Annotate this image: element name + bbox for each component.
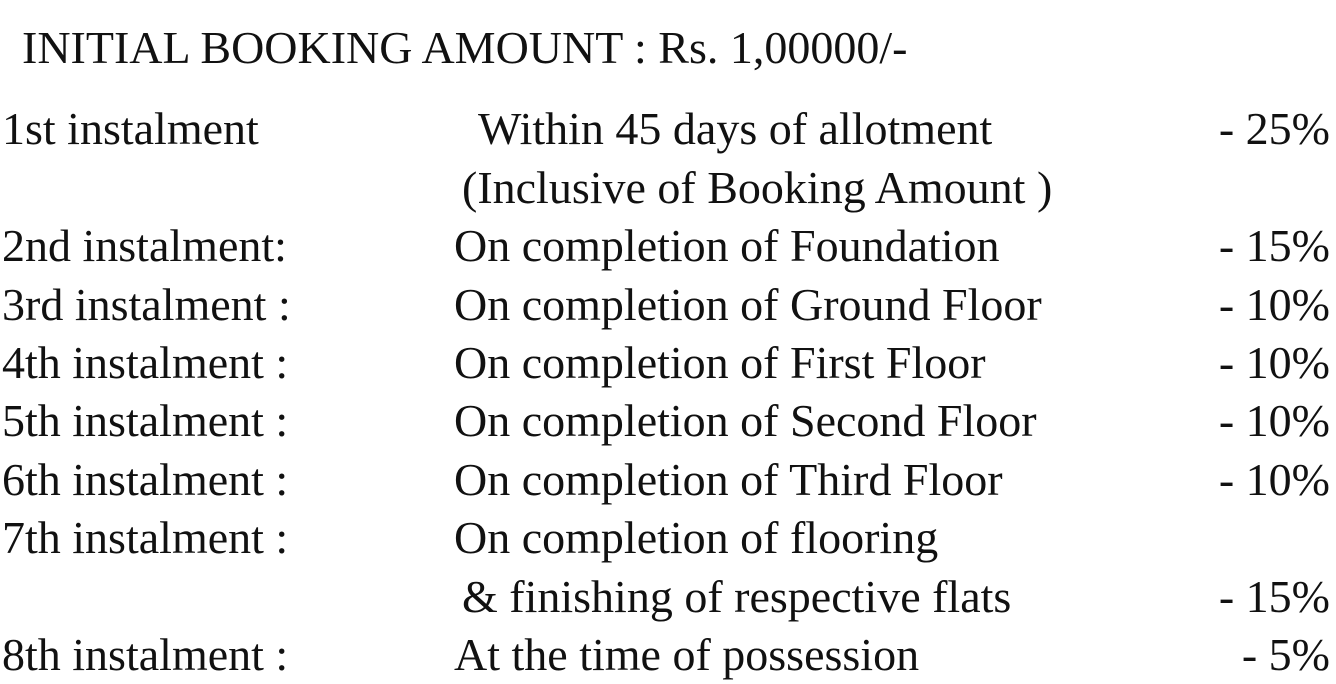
table-row: [0, 451, 1336, 509]
instalment-percent: - 10%: [1218, 337, 1330, 388]
instalment-percent: - 5%: [1241, 629, 1330, 680]
instalment-label: 7th instalment :: [2, 512, 289, 563]
table-row: [0, 509, 1336, 567]
instalment-description: On completion of Foundation: [454, 220, 1000, 271]
table-row: [0, 626, 1336, 684]
instalment-description: & finishing of respective flats: [462, 571, 1012, 622]
instalment-label: 8th instalment :: [2, 629, 289, 680]
table-row: [0, 100, 1336, 158]
instalment-label: 3rd instalment :: [2, 279, 291, 330]
instalment-label: 2nd instalment:: [2, 220, 287, 271]
table-row: [0, 217, 1336, 275]
instalment-label: 1st instalment: [2, 103, 259, 154]
instalment-description: On completion of Second Floor: [454, 395, 1037, 446]
instalment-percent: - 15%: [1218, 220, 1330, 271]
instalment-percent: - 25%: [1218, 103, 1330, 154]
table-row: [0, 159, 1336, 217]
instalment-percent: - 15%: [1218, 571, 1330, 622]
instalment-label: 5th instalment :: [2, 395, 289, 446]
instalment-percent: - 10%: [1218, 279, 1330, 330]
instalment-description: Within 45 days of allotment: [478, 103, 993, 154]
instalment-description: On completion of Ground Floor: [454, 279, 1042, 330]
instalment-label: 4th instalment :: [2, 337, 289, 388]
instalment-label: 6th instalment :: [2, 454, 289, 505]
table-row: [0, 276, 1336, 334]
instalment-description: (Inclusive of Booking Amount ): [462, 162, 1053, 213]
table-row: [0, 392, 1336, 450]
instalment-description: On completion of First Floor: [454, 337, 986, 388]
instalment-percent: - 10%: [1218, 395, 1330, 446]
instalment-description: On completion of flooring: [454, 512, 939, 563]
table-row: [0, 334, 1336, 392]
page-title: INITIAL BOOKING AMOUNT : Rs. 1,00000/-: [22, 22, 908, 73]
instalment-description: At the time of possession: [454, 629, 920, 680]
instalment-description: On completion of Third Floor: [454, 454, 1003, 505]
table-row: [0, 568, 1336, 626]
instalment-percent: - 10%: [1218, 454, 1330, 505]
